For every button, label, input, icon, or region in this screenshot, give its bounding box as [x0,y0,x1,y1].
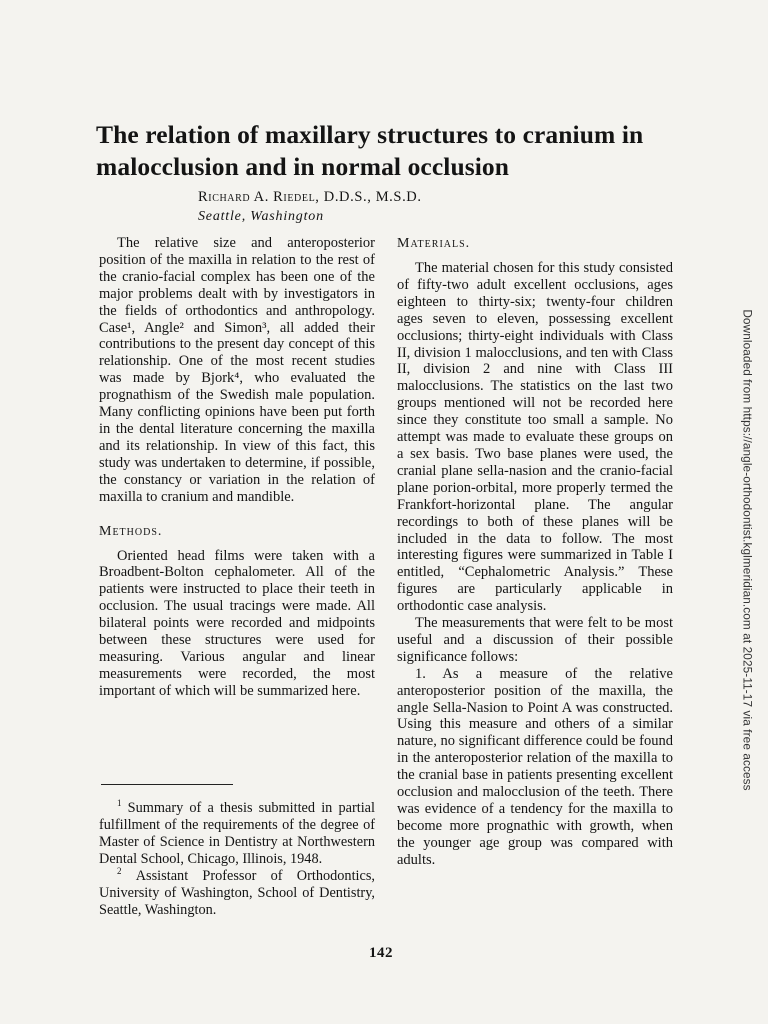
materials-heading: Materials. [397,236,471,251]
footnote-1-text: Summary of a thesis submitted in partial fulfillment of the requirements of the degree of Master of Science in Dentistry at Northwestern Dental School, Chicago, Illinois, 1948. [99,800,375,867]
footnote-1-mark: 1 [117,798,122,809]
author-line [198,188,422,207]
materials-paragraph: The material chosen for this study consisted of fifty-two adult excellent occlusions, ages eighteen to thirty-six; twenty-four children ages seven to eleven, possessing excellent occlusions; thirty-eight individuals with Class II, division 1 malocclusions, and ten with Class II, division 2 and nine with Class III malocclusions. The statistics on the last two groups mentioned will not be recorded here since they constitute too small a sample. No attempt was made to evaluate these groups on a sex basis. Two base planes were used, the cranial plane sella-nasion and the cranio-facial plane porion-orbital, more properly termed the Frankfort-horizontal plane. The angular recordings to both of these planes will be included in the data to follow. The most interesting figures were summarized in Table I entitled, “Cephalometric Analysis.” These figures are particularly applicable in orthodontic case analysis. [397,260,673,615]
left-column [99,235,375,700]
intro-paragraph: The relative size and anteroposterior position of the maxilla in relation to the rest of the cranio-facial complex has been one of the major problems dealt with by investigators in the fields of orthodontics and anthropology. Case¹, Angle² and Simon³, all added their contributions to the present day concept of this relationship. One of the most recent studies was made by Bjork⁴, who evaluated the prognathism of the Swedish male population. Many conflicting opinions have been put forth in the dental literature concerning the maxilla and its relationship. In view of this fact, this study was undertaken to determine, if possible, the constancy or variation in the relation of maxilla to cranium and mandible. [99,235,375,505]
footnote-2-mark: 2 [117,866,122,877]
footnotes [99,800,375,919]
author-affiliation: Seattle, Washington [198,209,324,224]
download-notice: Downloaded from https://angle-orthodontist.kglmeridian.com at 2025-11-17 via free access [741,309,755,791]
article-title: The relation of maxillary structures to cranium in malocclusion and in normal occlusion [96,120,644,181]
page-number: 142 [369,945,393,961]
footnote-divider [101,784,233,785]
methods-paragraph: Oriented head films were taken with a Broadbent-Bolton cephalometer. All of the patients were instructed to place their teeth in occlusion. The usual tracings were made. All bilateral points were recorded and midpoints between these structures were used for measuring. Various angular and linear measurements were recorded, the most important of which will be summarized here. [99,547,375,699]
author-name: Richard A. Riedel, [198,189,320,205]
footnote-2 [99,868,375,919]
author-degrees: D.D.S., M.S.D. [319,189,422,205]
methods-heading: Methods. [99,523,163,539]
footnote-2-text: Assistant Professor of Orthodontics, University of Washington, School of Dentistry, Seattle, Washington. [99,868,375,918]
right-column [397,235,673,869]
measurements-paragraph: The measurements that were felt to be most useful and a discussion of their possible significance follows: [397,615,673,665]
footnote-1 [99,800,375,868]
point-1-paragraph: 1. As a measure of the relative anteroposterior position of the maxilla, the angle Sella-Nasion to Point A was constructed. Using this measure and others of a similar nature, no significant difference could be found in the anteroposterior relation of the maxilla to the cranial base in patients presenting excellent occlusion and malocclusion of the teeth. There was evidence of a tendency for the maxilla to become more prognathic with growth, when the younger age group was compared with adults. [397,665,673,868]
download-sidebar [734,276,762,824]
